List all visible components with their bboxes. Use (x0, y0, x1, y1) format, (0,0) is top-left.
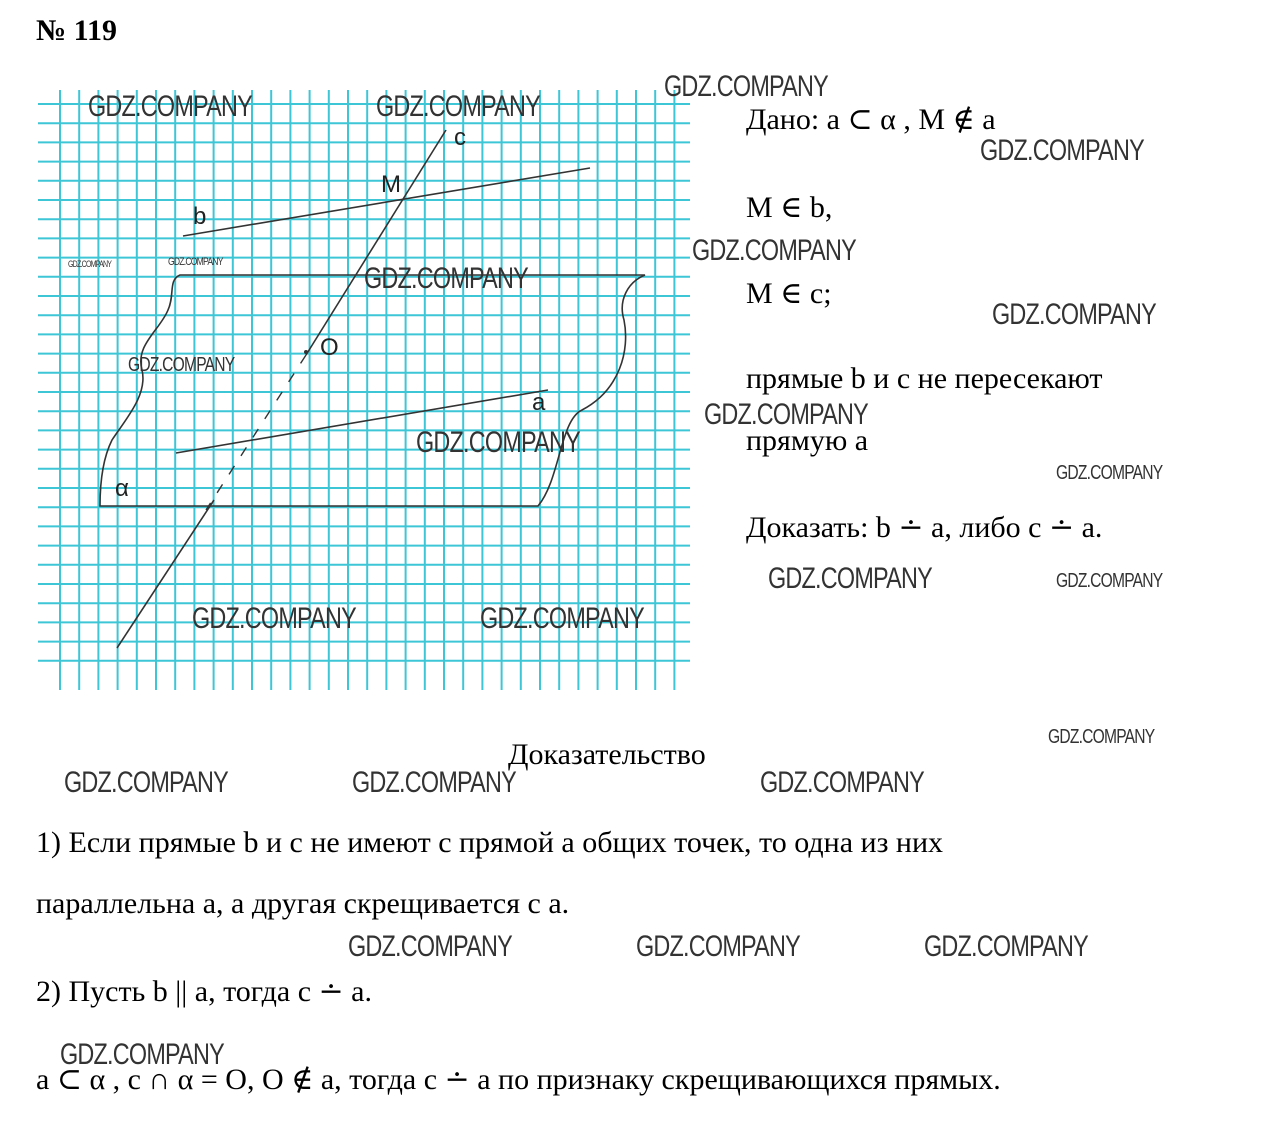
watermark: GDZ.COMPANY (980, 134, 1144, 167)
proof-line-1: 1) Если прямые b и с не имеют с прямой а общих точек, то одна из них (36, 826, 944, 859)
plane-alpha (100, 275, 645, 506)
proof-line-4: a ⊂ α , c ∩ α = O, O ∉ a, тогда c ∸ a по признаку скрещивающихся прямых. (36, 1063, 1001, 1096)
watermark: GDZ.COMPANY (704, 398, 868, 431)
watermark: GDZ.COMPANY (192, 602, 356, 635)
label-alpha: α (115, 475, 129, 502)
watermark: GDZ.COMPANY (60, 1038, 224, 1071)
label-c: c (454, 124, 466, 151)
point-O (304, 350, 308, 354)
watermark: GDZ.COMPANY (1048, 726, 1155, 748)
watermark: GDZ.COMPANY (692, 234, 856, 267)
given-line-2: M ∈ b, (746, 191, 833, 224)
watermark: GDZ.COMPANY (924, 930, 1088, 963)
given-line-3: M ∈ c; (746, 277, 832, 310)
given-line-4: прямые b и с не пересекают (746, 362, 1103, 395)
watermark: GDZ.COMPANY (348, 930, 512, 963)
proof-line-2: параллельна а, а другая скрещивается с а. (36, 887, 570, 920)
watermark: GDZ.COMPANY (768, 562, 932, 595)
proof-line-3: 2) Пусть b || a, тогда c ∸ a. (36, 975, 372, 1008)
watermark: GDZ.COMPANY (128, 354, 235, 376)
watermark: GDZ.COMPANY (364, 262, 528, 295)
watermark: GDZ.COMPANY (760, 766, 924, 799)
watermark: GDZ.COMPANY (68, 259, 112, 269)
watermark: GDZ.COMPANY (376, 90, 540, 123)
watermark: GDZ.COMPANY (88, 90, 252, 123)
given-line-5: прямую а (746, 424, 869, 457)
watermark: GDZ.COMPANY (636, 930, 800, 963)
grid (38, 90, 690, 690)
label-a: a (532, 389, 546, 416)
watermark: GDZ.COMPANY (1056, 570, 1163, 592)
watermark: GDZ.COMPANY (416, 426, 580, 459)
watermark: GDZ.COMPANY (352, 766, 516, 799)
watermark: GDZ.COMPANY (64, 766, 228, 799)
label-O: O (320, 334, 339, 361)
prove-statement: Доказать: b ∸ a, либо c ∸ a. (746, 511, 1103, 544)
label-M: M (381, 171, 401, 198)
problem-number: № 119 (36, 14, 117, 47)
watermark: GDZ.COMPANY (1056, 462, 1163, 484)
watermark: GDZ.COMPANY (168, 256, 223, 268)
watermark: GDZ.COMPANY (992, 298, 1156, 331)
watermark: GDZ.COMPANY (664, 70, 828, 103)
label-b: b (193, 203, 207, 230)
given-line-1: Дано: a ⊂ α , M ∉ a (746, 103, 996, 136)
watermark: GDZ.COMPANY (480, 602, 644, 635)
proof-heading: Доказательство (508, 738, 706, 771)
